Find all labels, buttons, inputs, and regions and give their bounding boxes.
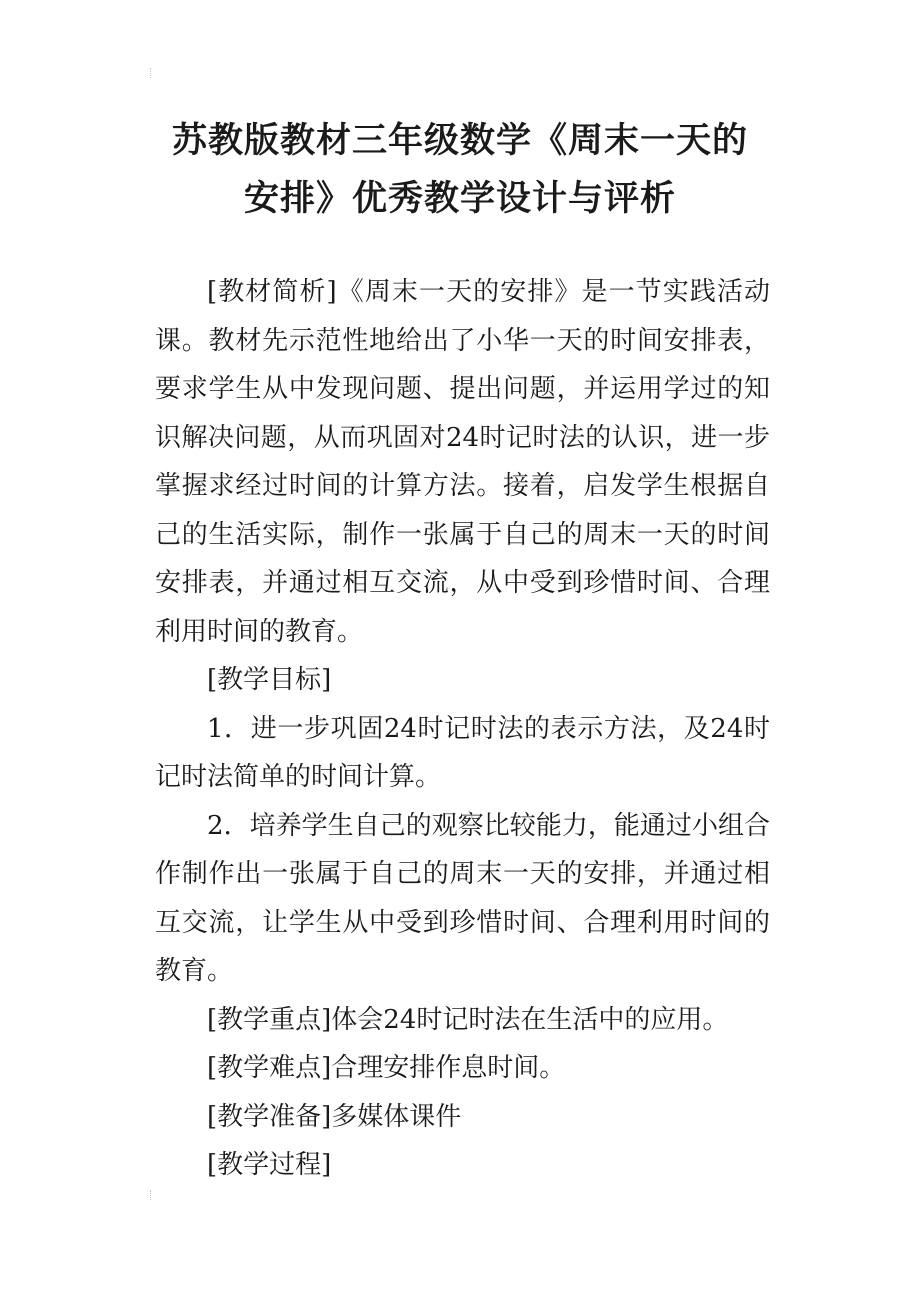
paragraph-objective-2: 2．培养学生自己的观察比较能力，能通过小组合作制作出一张属于自己的周末一天的安排，并通过相互交流，让学生从中受到珍惜时间、合理利用时间的教育。 xyxy=(155,810,770,986)
paragraph-teaching-process: [教学过程] xyxy=(207,1150,332,1180)
paragraph-teaching-difficulty: [教学难点]合理安排作息时间。 xyxy=(207,1053,566,1083)
document-body xyxy=(155,268,770,1190)
corner-mark-top xyxy=(150,68,157,78)
paragraph-teaching-objectives-heading: [教学目标] xyxy=(207,665,332,695)
paragraph-teaching-focus: [教学重点]体会24时记时法在生活中的应用。 xyxy=(207,1004,729,1035)
title-line-2: 安排》优秀教学设计与评析 xyxy=(243,179,676,219)
paragraph-objective-1: 1．进一步巩固24时记时法的表示方法，及24时记时法简单的时间计算。 xyxy=(155,713,770,792)
title-line-1: 苏教版教材三年级数学《周末一天的 xyxy=(171,121,748,161)
paragraph-textbook-analysis: [教材简析]《周末一天的安排》是一节实践活动课。教材先示范性地给出了小华一天的时间安排表，要求学生从中发现问题、提出问题，并运用学过的知识解决问题，从而巩固对24时记时法的认识，进一步掌握求经过时间的计算方法。接着，启发学生根据自己的生活实际，制作一张属于自己的周末一天的时间安排表，并通过相互交流，从中受到珍惜时间、合理利用时间的教育。 xyxy=(155,277,770,647)
paragraph-teaching-preparation: [教学准备]多媒体课件 xyxy=(207,1101,462,1132)
document-title xyxy=(120,112,800,228)
corner-mark-bottom xyxy=(150,1190,157,1200)
